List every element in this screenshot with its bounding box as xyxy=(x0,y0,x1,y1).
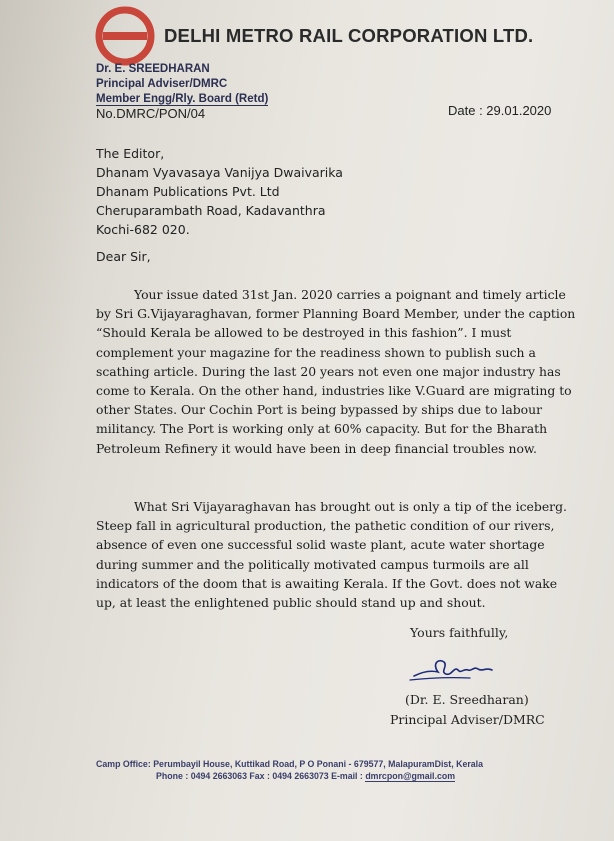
email-link[interactable]: dmrcpon@gmail.com xyxy=(365,771,456,781)
paragraph-line: up, at least the enlightened public should stand up and shout. xyxy=(96,595,486,611)
recipient-line: Cheruparambath Road, Kadavanthra xyxy=(96,203,326,218)
signatory-title: Principal Adviser/DMRC xyxy=(390,712,545,727)
letter-date: Date : 29.01.2020 xyxy=(448,103,552,118)
recipient-line: Dhanam Vyavasaya Vanijya Dwaivarika xyxy=(96,165,343,180)
paragraph-line: Petroleum Refinery it would have been in deep financial troubles now. xyxy=(96,440,537,456)
paragraph-line: What Sri Vijayaraghavan has brought out is only a tip of the iceberg. xyxy=(134,499,567,514)
paragraph-line: Steep fall in agricultural production, the pathetic condition of our rivers, xyxy=(96,518,555,534)
sender-name: Dr. E. SREEDHARAN xyxy=(96,63,210,75)
paragraph-line: indicators of the doom that is awaiting Kerala. If the Govt. does not wake xyxy=(96,575,558,591)
paragraph-line: absence of even one successful solid waste plant, acute water shortage xyxy=(96,537,545,553)
phone-fax: Phone : 0494 2663063 Fax : 0494 2663073 E-mail : xyxy=(156,771,366,781)
recipient-line: The Editor, xyxy=(96,146,165,161)
paragraph-line: by Sri G.Vijayaraghavan, former Planning Board Member, under the caption xyxy=(96,306,576,322)
paragraph-line: scathing article. During the last 20 years not even one major industry has xyxy=(96,363,561,379)
paragraph-line: “Should Kerala be allowed to be destroyed in this fashion”. I must xyxy=(96,325,512,341)
paragraph-line: other States. Our Cochin Port is being bypassed by ships due to labour xyxy=(96,402,543,418)
valediction: Yours faithfully, xyxy=(410,625,509,640)
salutation: Dear Sir, xyxy=(96,249,151,264)
sender-former-role: Member Engg/Rly. Board (Retd) xyxy=(96,93,269,105)
recipient-line: Kochi-682 020. xyxy=(96,222,190,237)
recipient-line: Dhanam Publications Pvt. Ltd xyxy=(96,184,280,199)
camp-office-address: Camp Office: Perumbayil House, Kuttikad Road, P O Ponani - 679577, MalapuramDist, Kerala xyxy=(96,759,484,769)
signatory-name: (Dr. E. Sreedharan) xyxy=(405,692,529,707)
organization-name: DELHI METRO RAIL CORPORATION LTD. xyxy=(164,25,534,46)
paragraph-line: during summer and the politically motivated campus turmoils are all xyxy=(96,556,529,572)
letter-footer xyxy=(96,758,556,782)
body-paragraph-1 xyxy=(96,285,576,458)
handwritten-signature-icon xyxy=(408,650,518,686)
sender-block xyxy=(96,62,268,107)
paragraph-line: come to Kerala. On the other hand, industries like V.Guard are migrating to xyxy=(96,383,572,399)
body-paragraph-2 xyxy=(96,497,567,612)
paragraph-line: militancy. The Port is working only at 60% capacity. But for the Bharath xyxy=(96,421,548,437)
sender-title: Principal Adviser/DMRC xyxy=(96,78,228,90)
dmrc-logo-icon xyxy=(95,6,155,66)
reference-number: No.DMRC/PON/04 xyxy=(96,106,206,121)
paragraph-line: complement your magazine for the readiness shown to publish such a xyxy=(96,344,536,360)
recipient-address xyxy=(96,144,343,239)
paragraph-line: Your issue dated 31st Jan. 2020 carries a poignant and timely article xyxy=(134,287,566,302)
